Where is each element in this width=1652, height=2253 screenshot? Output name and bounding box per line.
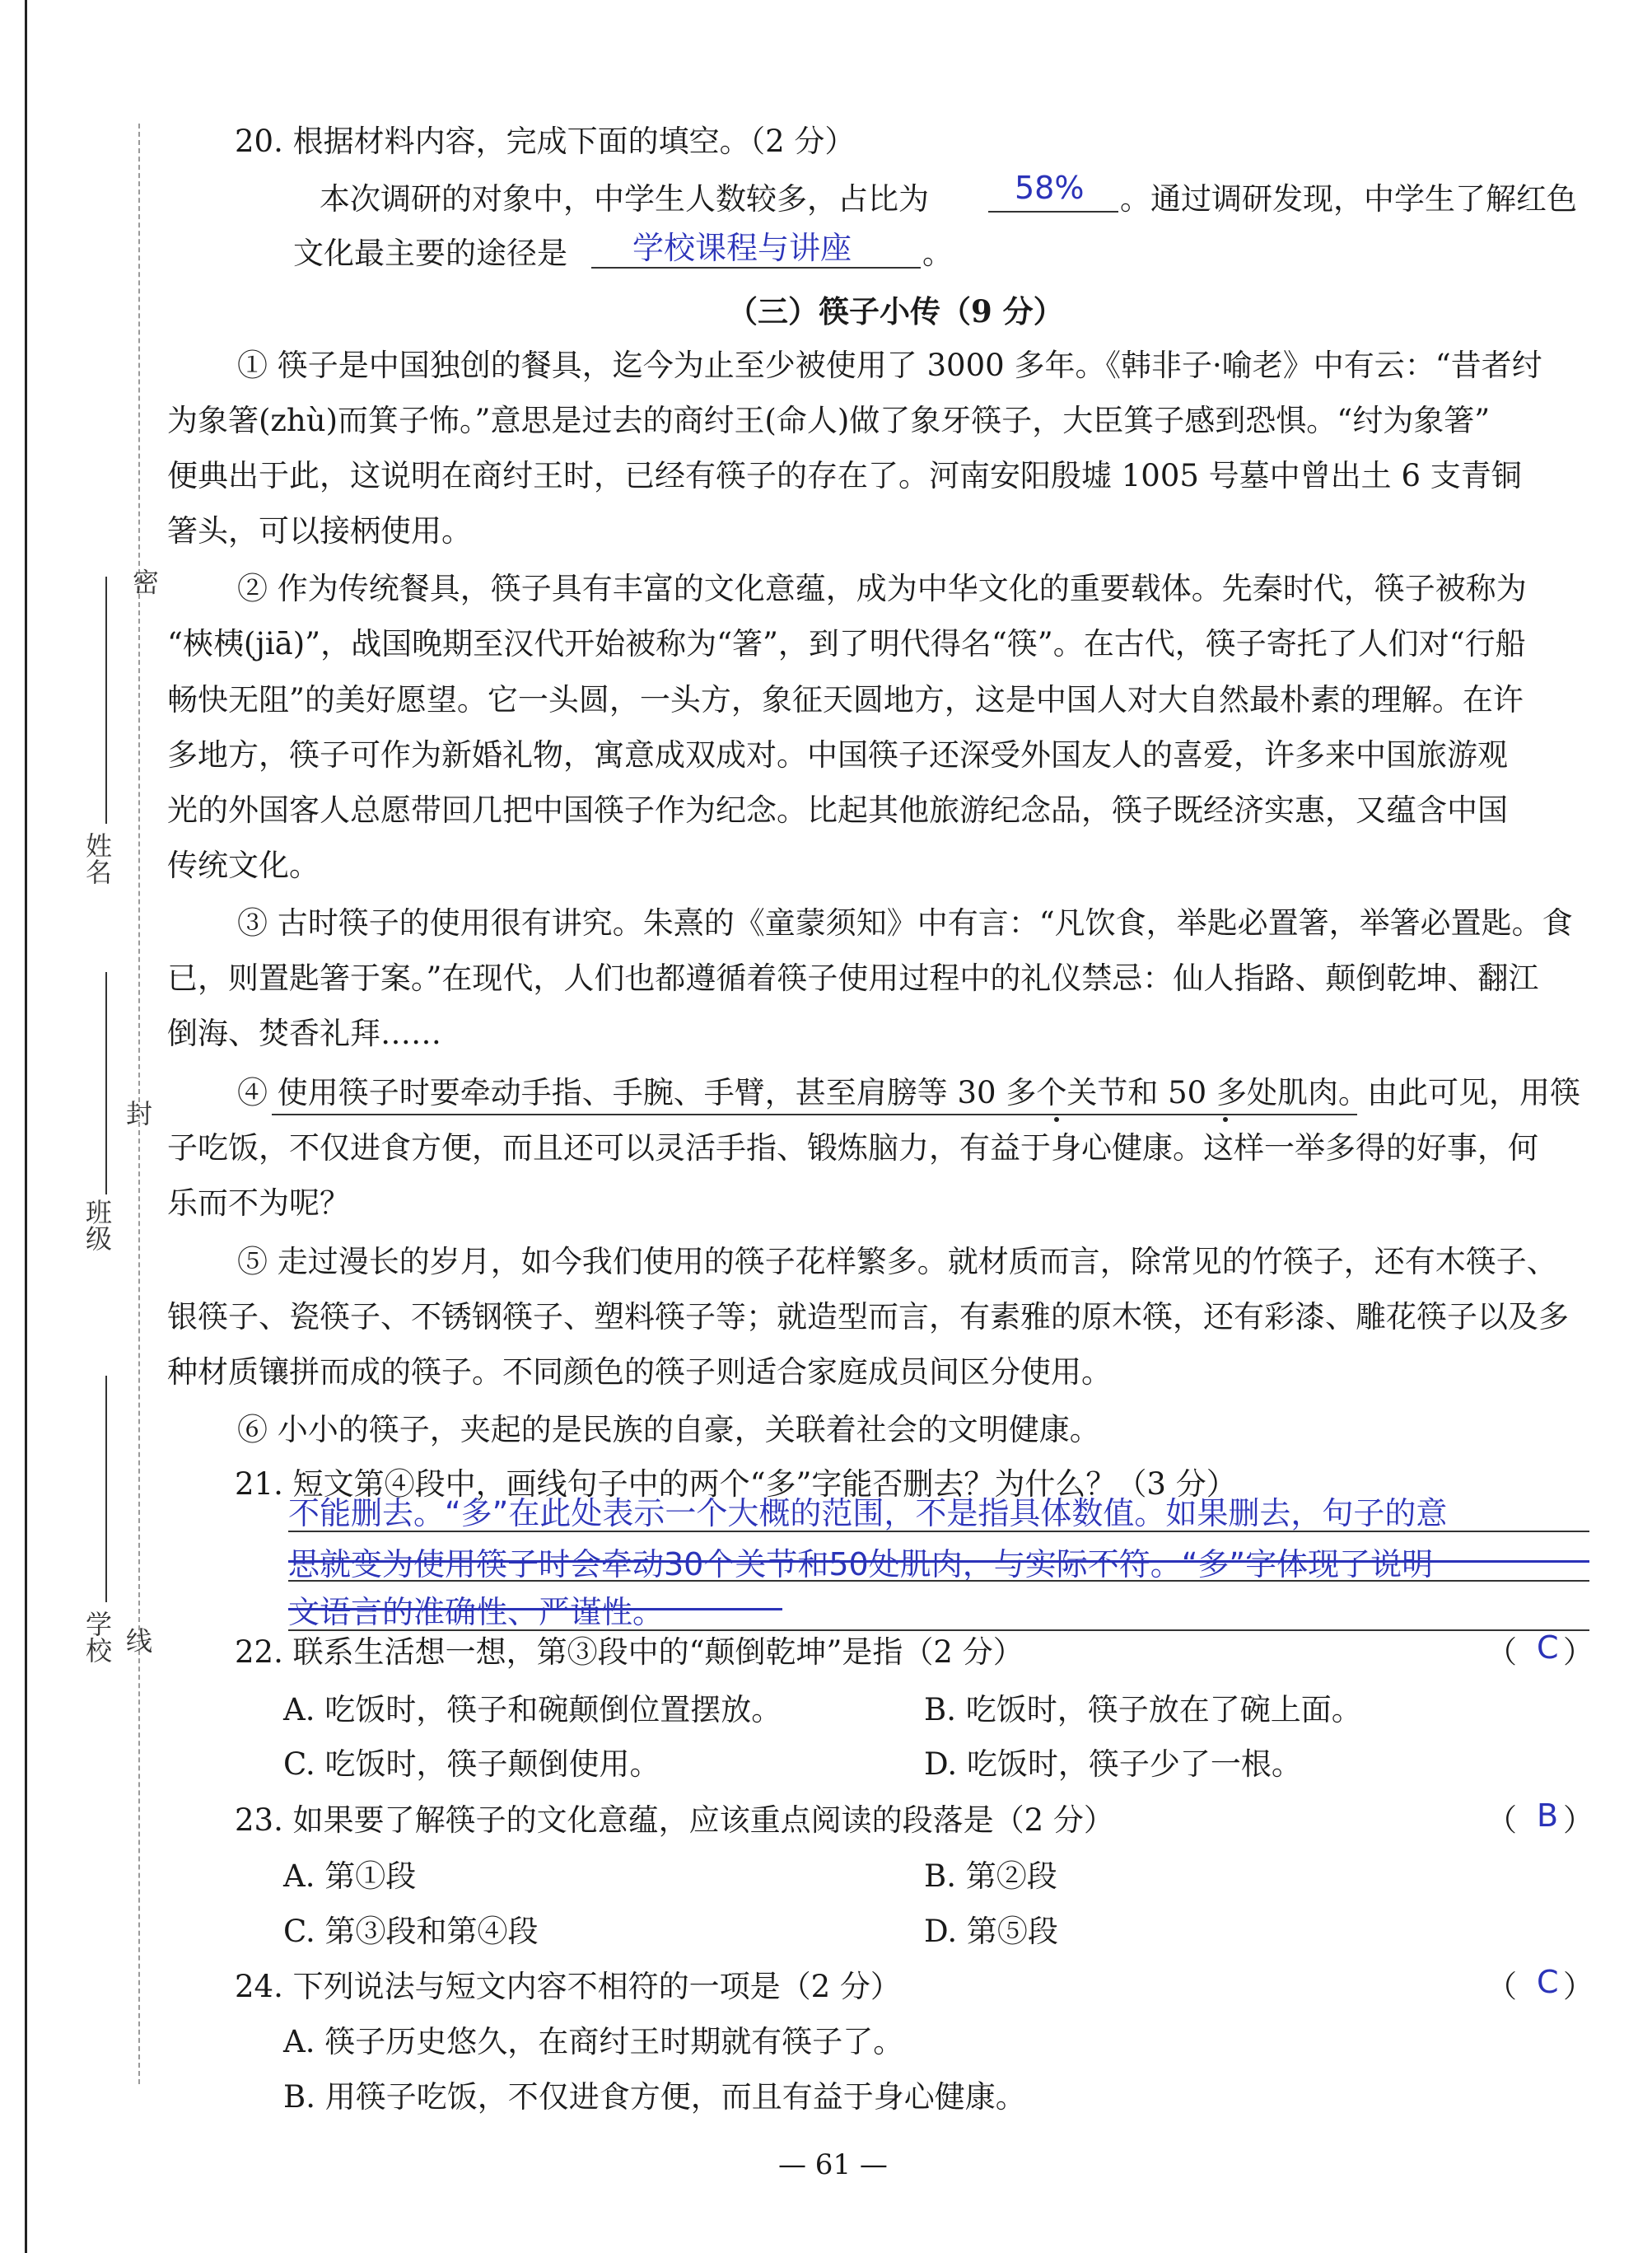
p4-line-3: 乐而不为呢？	[167, 1185, 350, 1221]
q23-option-b[interactable]: B. 第②段	[924, 1858, 1057, 1894]
q23-bracket-right: ）	[1563, 1802, 1594, 1838]
p2-line-5: 光的外国客人总愿带回几把中国筷子作为纪念。比起其他旅游纪念品，筷子既经济实惠，又蕴含中国	[167, 792, 1508, 828]
q21-answer-rule-3[interactable]	[288, 1629, 1589, 1631]
page-number: — 61 —	[778, 2148, 888, 2181]
q24-answer: C	[1537, 1964, 1559, 2000]
p4-underlined-sentence: ④ 使用筷子时要牵动手指、手腕、手臂，甚至肩膀等 30 多个关节和 50 多处肌肉。	[237, 1075, 1369, 1110]
p5-line-1: ⑤ 走过漫长的岁月，如今我们使用的筷子花样繁多。就材质而言，除常见的竹筷子，还有木筷子、	[237, 1244, 1557, 1279]
q20-line2-after: 。	[922, 236, 953, 271]
q22-bracket-right: ）	[1563, 1634, 1594, 1670]
q21-answer-rule-1[interactable]	[288, 1531, 1589, 1532]
q23-bracket-left: （	[1486, 1802, 1517, 1838]
q24-option-b[interactable]: B. 用筷子吃饭，不仅进食方便，而且有益于身心健康。	[283, 2079, 1026, 2115]
q22-bracket-left: （	[1486, 1634, 1517, 1670]
q24-bracket-left: （	[1486, 1969, 1517, 2004]
q23-answer: B	[1537, 1797, 1559, 1834]
p1-line-3: 便典出于此，这说明在商纣王时，已经有筷子的存在了。河南安阳殷墟 1005 号墓中曾出土 6 支青铜	[167, 458, 1522, 493]
p2-line-4: 多地方，筷子可作为新婚礼物，寓意成双成对。中国筷子还深受外国友人的喜爱，许多来中国旅游观	[167, 737, 1508, 773]
section-title: （三）筷子小传（9 分）	[727, 293, 1064, 330]
q20-line2-before: 文化最主要的途径是	[293, 236, 567, 271]
p3-line-2: 已，则置匙箸于案。”在现代，人们也都遵循着筷子使用过程中的礼仪禁忌：仙人指路、颠倒乾坤、翻江	[167, 961, 1539, 996]
p2-line-2: “梜桋(jiā)”，战国晚期至汉代开始被称为“箸”，到了明代得名“筷”。在古代，筷子寄托了人们对“行船	[167, 626, 1526, 661]
margin-seal-feng: 封	[122, 1100, 153, 1126]
q21-strike-2	[288, 1608, 782, 1610]
p4-line-2: 子吃饭，不仅进食方便，而且还可以灵活手指、锻炼脑力，有益于身心健康。这样一举多得的好事，何	[167, 1130, 1538, 1166]
p3-line-3: 倒海、焚香礼拜……	[167, 1016, 441, 1051]
emphasis-dot-duo-1	[1054, 1117, 1059, 1122]
q22-stem: 22. 联系生活想一想，第③段中的“颠倒乾坤”是指（2 分）	[235, 1634, 1024, 1670]
q20-answer2: 学校课程与讲座	[632, 230, 852, 266]
q21-answer-rule-2[interactable]	[288, 1580, 1589, 1582]
q21-strike-1	[288, 1560, 1589, 1563]
p6-line: ⑥ 小小的筷子，夹起的是民族的自豪，关联着社会的文明健康。	[237, 1412, 1100, 1447]
margin-class-label: 班级	[82, 1199, 113, 1251]
p2-line-3: 畅快无阻”的美好愿望。它一头圆，一头方，象征天圆地方，这是中国人对大自然最朴素的理解。在许	[167, 682, 1524, 718]
q22-answer: C	[1537, 1629, 1559, 1666]
q21-stem: 21. 短文第④段中，画线句子中的两个“多”字能否删去？为什么？（3 分）	[235, 1466, 1237, 1502]
q22-option-d[interactable]: D. 吃饭时，筷子少了一根。	[924, 1746, 1302, 1782]
page-left-edge-line	[25, 0, 27, 2253]
margin-seal-mi: 密	[128, 568, 160, 595]
emphasis-dot-duo-2	[1223, 1117, 1228, 1122]
q20-answer1: 58%	[1015, 170, 1085, 206]
q24-bracket-right: ）	[1563, 1969, 1594, 2004]
p4-underline	[272, 1114, 1357, 1115]
margin-school-line[interactable]	[105, 1376, 107, 1602]
q21-answer-line-3: 文语言的准确性、严谨性。	[288, 1594, 665, 1630]
q22-option-b[interactable]: B. 吃饭时，筷子放在了碗上面。	[924, 1692, 1362, 1727]
p2-line-6: 传统文化。	[167, 848, 320, 883]
margin-class-line[interactable]	[105, 972, 107, 1194]
margin-name-label: 姓名	[82, 832, 113, 885]
q20-blank1[interactable]	[988, 211, 1118, 213]
q20-line1-after: 。通过调研发现，中学生了解红色	[1120, 181, 1577, 217]
q24-option-a[interactable]: A. 筷子历史悠久，在商纣王时期就有筷子了。	[283, 2024, 904, 2059]
p3-line-1: ③ 古时筷子的使用很有讲究。朱熹的《童蒙须知》中有言：“凡饮食，举匙必置箸，举箸必置匙。食	[237, 905, 1573, 941]
margin-school-label: 学校	[82, 1610, 113, 1663]
q24-stem: 24. 下列说法与短文内容不相符的一项是（2 分）	[235, 1969, 901, 2004]
margin-name-line[interactable]	[105, 577, 107, 824]
p1-line-1: ① 筷子是中国独创的餐具，迄今为止至少被使用了 3000 多年。《韩非子·喻老》中有云：“昔者纣	[237, 348, 1542, 383]
p1-line-2: 为象箸(zhù)而箕子怖。”意思是过去的商纣王(命人)做了象牙筷子，大臣箕子感到恐惧。“纣为象箸”	[167, 403, 1491, 438]
q21-answer-line-1: 不能删去。“多”在此处表示一个大概的范围，不是指具体数值。如果删去，句子的意	[288, 1495, 1448, 1531]
p1-line-4: 箸头，可以接柄使用。	[167, 513, 472, 549]
q22-option-a[interactable]: A. 吃饭时，筷子和碗颠倒位置摆放。	[283, 1692, 782, 1727]
q22-option-c[interactable]: C. 吃饭时，筷子颠倒使用。	[283, 1746, 660, 1782]
q23-option-a[interactable]: A. 第①段	[283, 1858, 417, 1894]
q20-line1-before: 本次调研的对象中，中学生人数较多，占比为	[320, 181, 929, 217]
q23-stem: 23. 如果要了解筷子的文化意蕴，应该重点阅读的段落是（2 分）	[235, 1802, 1114, 1838]
q20-stem: 20. 根据材料内容，完成下面的填空。（2 分）	[235, 124, 856, 159]
p2-line-1: ② 作为传统餐具，筷子具有丰富的文化意蕴，成为中华文化的重要载体。先秦时代，筷子被称为	[237, 571, 1527, 606]
p4-line-1-rest: 由此可见，用筷	[1367, 1075, 1580, 1110]
p5-line-2: 银筷子、瓷筷子、不锈钢筷子、塑料筷子等；就造型而言，有素雅的原木筷，还有彩漆、雕花筷子以及多	[167, 1299, 1569, 1335]
margin-seal-xian: 线	[122, 1627, 153, 1653]
q23-option-c[interactable]: C. 第③段和第④段	[283, 1914, 539, 1949]
q21-answer-line-2: 思就变为使用筷子时会牵动30个关节和50处肌肉，与实际不符。“多”字体现了说明	[288, 1546, 1434, 1582]
q23-option-d[interactable]: D. 第⑤段	[924, 1914, 1058, 1949]
p5-line-3: 种材质镶拼而成的筷子。不同颜色的筷子则适合家庭成员间区分使用。	[167, 1354, 1112, 1390]
